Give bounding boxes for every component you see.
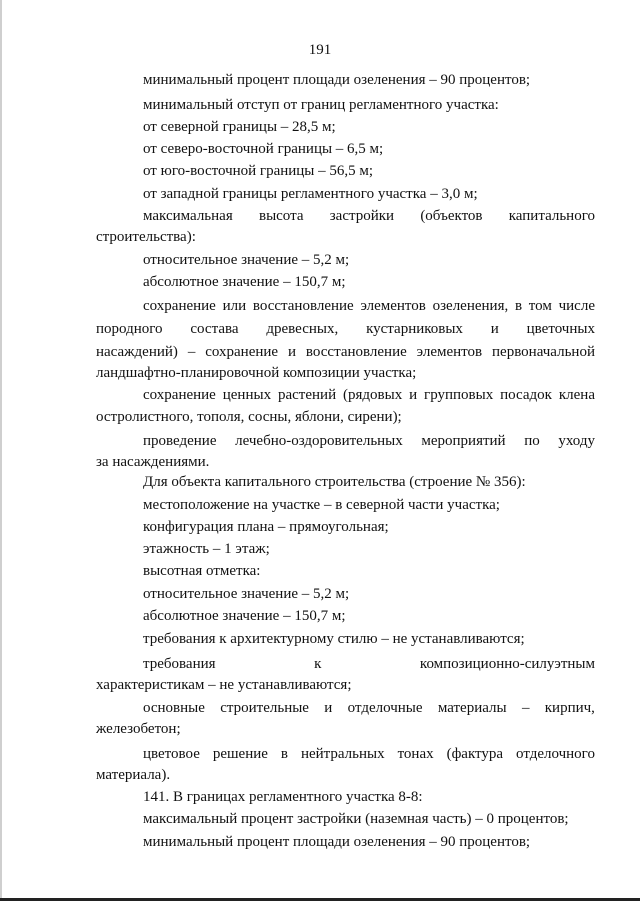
word: основные [143, 700, 205, 716]
word: тонах [397, 746, 434, 762]
word: в [514, 298, 523, 314]
text-line: от северной границы – 28,5 м; [143, 119, 336, 135]
word: породного [96, 321, 163, 337]
word: уходу [558, 433, 595, 449]
word: элементов [360, 298, 426, 314]
word: групповых [424, 387, 494, 403]
word: сохранение [205, 344, 279, 360]
word: элементов [416, 344, 483, 360]
text-line [143, 386, 595, 404]
word: насаждений) [96, 344, 178, 360]
word: восстановление [252, 298, 354, 314]
word: ценных [222, 387, 272, 403]
text-line: строительства): [96, 229, 196, 245]
word: (объектов [420, 208, 483, 224]
text-line: остролистного, тополя, сосны, яблони, сирени); [96, 409, 402, 425]
word: строительные [220, 700, 309, 716]
word: древесных, [266, 321, 339, 337]
word: максимальная [143, 208, 233, 224]
word: сохранение [143, 387, 216, 403]
text-line: от западной границы регламентного участка – 3,0 м; [143, 186, 478, 202]
word: проведение [143, 433, 217, 449]
word: в [280, 746, 288, 762]
word: посадок [500, 387, 552, 403]
word: высота [258, 208, 304, 224]
text-line [143, 432, 595, 450]
text-line: местоположение на участке – в северной части участка; [143, 497, 500, 513]
word: требования [143, 656, 216, 672]
word: отделочного [516, 746, 595, 762]
word: нейтральных [300, 746, 385, 762]
word: композиционно-силуэтным [419, 656, 595, 672]
text-line: Для объекта капитального строительства (строение № 356): [143, 474, 526, 490]
text-line: этажность – 1 этаж; [143, 541, 270, 557]
word: и [287, 344, 297, 360]
text-line: минимальный процент площади озеленения – 90 процентов; [143, 72, 531, 88]
word: озеленения, [432, 298, 509, 314]
text-line [96, 320, 595, 338]
page-number: 191 [308, 42, 332, 58]
text-line [143, 207, 595, 225]
text-line: относительное значение – 5,2 м; [143, 252, 350, 268]
text-line: максимальный процент застройки (наземная часть) – 0 процентов; [143, 811, 569, 827]
text-line: за насаждениями. [96, 454, 210, 470]
text-line: минимальный процент площади озеленения – 90 процентов; [143, 834, 531, 850]
text-line: материала). [96, 767, 171, 783]
text-line: конфигурация плана – прямоугольная; [143, 519, 389, 535]
text-line: абсолютное значение – 150,7 м; [143, 608, 346, 624]
text-line: от юго-восточной границы – 56,5 м; [143, 163, 374, 179]
text-line: абсолютное значение – 150,7 м; [143, 274, 346, 290]
word: к [314, 656, 322, 672]
text-line: ландшафтно-планировочной композиции участка; [96, 365, 417, 381]
word: цветочных [526, 321, 595, 337]
word: кирпич, [544, 700, 595, 716]
text-line: 141. В границах регламентного участка 8-8: [143, 789, 423, 805]
word: (фактура [446, 746, 504, 762]
text-line: высотная отметка: [143, 563, 261, 579]
page-edge [0, 0, 2, 901]
word: – [187, 344, 196, 360]
text-line [143, 655, 595, 673]
word: и [490, 321, 499, 337]
word: восстановление [305, 344, 407, 360]
word: отделочные [347, 700, 423, 716]
text-line [96, 343, 595, 361]
word: и [409, 387, 418, 403]
word: по [524, 433, 540, 449]
word: лечебно-оздоровительных [235, 433, 403, 449]
word: материалы [437, 700, 507, 716]
word: растений [277, 387, 337, 403]
text-line: от северо-восточной границы – 6,5 м; [143, 141, 384, 157]
word: (рядовых [343, 387, 403, 403]
text-line [143, 699, 595, 717]
word: первоначальной [492, 344, 595, 360]
word: клена [558, 387, 595, 403]
word: мероприятий [421, 433, 506, 449]
word: цветовое [143, 746, 200, 762]
word: – [521, 700, 530, 716]
word: том [528, 298, 552, 314]
text-line: требования к архитектурному стилю – не устанавливаются; [143, 631, 525, 647]
word: числе [558, 298, 595, 314]
text-line [143, 297, 595, 315]
word: застройки [329, 208, 395, 224]
text-line: железобетон; [96, 721, 181, 737]
word: кустарниковых [366, 321, 463, 337]
text-line [143, 745, 595, 763]
text-line: минимальный отступ от границ регламентного участка: [143, 97, 499, 113]
text-line: характеристикам – не устанавливаются; [96, 677, 352, 693]
word: и [324, 700, 333, 716]
word: капитального [508, 208, 595, 224]
word: сохранение [143, 298, 216, 314]
word: состава [190, 321, 239, 337]
word: или [222, 298, 247, 314]
text-line: относительное значение – 5,2 м; [143, 586, 350, 602]
word: решение [212, 746, 268, 762]
